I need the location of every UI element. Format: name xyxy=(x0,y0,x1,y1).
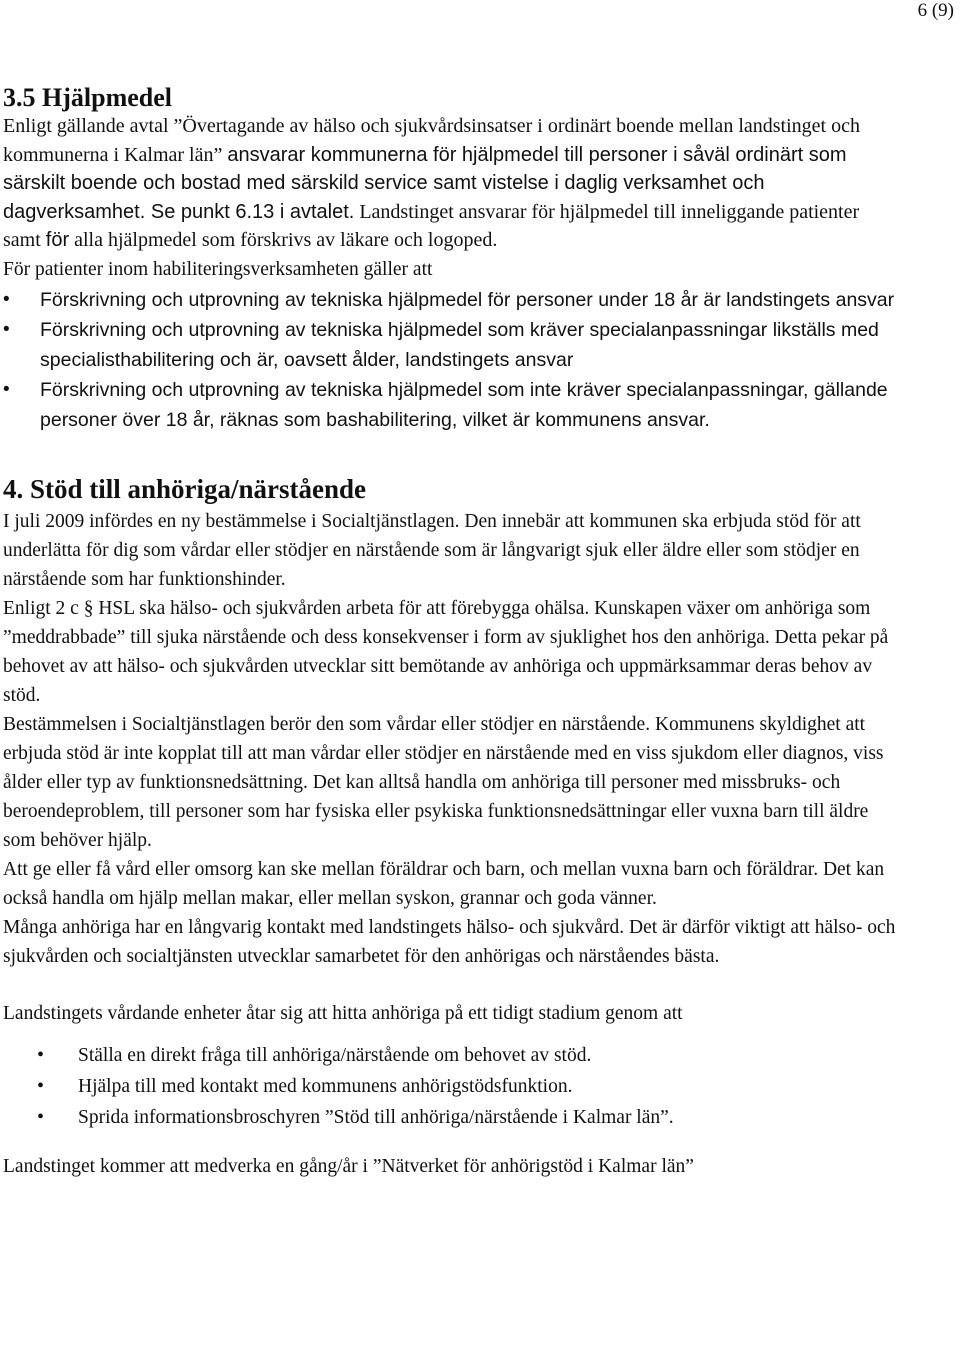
county-responsibility-text: Landstinget ansvarar för hjälpmedel till inneliggande patienter samt xyxy=(3,200,860,251)
stod-paragraphs xyxy=(3,507,901,971)
section-heading-hjalpmedel: 3.5 Hjälpmedel xyxy=(3,83,172,112)
list-item: • Ställa en direkt fråga till anhöriga/närstående om behovet av stöd. xyxy=(3,1040,901,1071)
list-item: • Förskrivning och utprovning av tekniska hjälpmedel som inte kräver specialanpassningar, gällande personer över 18 år, räknas som bashabilitering, vilket är kommunens ansvar. xyxy=(3,375,901,435)
section-heading-stod: 4. Stöd till anhöriga/närstående xyxy=(3,473,367,504)
agreement-text: Enligt gällande avtal ”Övertagande av hälso och sjukvårdsinsatser i ordinärt boende mellan landstinget och kommunerna i Kalmar län” xyxy=(3,115,860,166)
paragraph: Enligt 2 c § HSL ska hälso- och sjukvården arbeta för att förebygga ohälsa. Kunskapen växer om anhöriga som ”meddrabbade” till sjuka närstående och dess konsekvenser i form av sjuklighet hos den anhöriga. Detta pekar på behovet av att hälso- och sjukvården utvecklar sitt bemötande av anhöriga och uppmärksammar deras behov av stöd. xyxy=(3,597,889,706)
paragraph: Att ge eller få vård eller omsorg kan ske mellan föräldrar och barn, och mellan vuxna barn och föräldrar. Det kan också handla om hjälp mellan makar, eller mellan syskon, grannar och goda vänner. xyxy=(3,858,885,909)
document-body xyxy=(3,84,901,1180)
for-word: för xyxy=(45,229,70,251)
units-list xyxy=(3,1040,901,1133)
paragraph: Bestämmelsen i Socialtjänstlagen berör den som vårdar eller stödjer en närstående. Kommunens skyldighet att erbjuda stöd är inte kopplat till att man vårdar eller stödjer en närstående med en viss sjukdom eller diagnos, viss ålder eller typ av funktionsnedsättning. Det kan alltså handla om anhöriga till personer med missbruks- och beroendeproblem, till personer som har fysiska eller psykiska funktionsnedsättningar eller vuxna barn till äldre som behöver hjälp. xyxy=(3,713,884,851)
paragraph: Många anhöriga har en långvarig kontakt med landstingets hälso- och sjukvård. Det är därför viktigt att hälso- och sjukvården och socialtjänsten utvecklar samarbetet för den anhörigas och närståendes bästa. xyxy=(3,916,896,967)
page-number: 6 (9) xyxy=(917,0,954,21)
hjalpmedel-paragraph xyxy=(3,112,901,255)
list-item: • Förskrivning och utprovning av tekniska hjälpmedel för personer under 18 år är landstingets ansvar xyxy=(3,285,901,315)
list-item: • Förskrivning och utprovning av tekniska hjälpmedel som kräver specialanpassningar likställs med specialisthabilitering och är, oavsett ålder, landstingets ansvar xyxy=(3,315,901,375)
county-responsibility-text-end: alla hjälpmedel som förskrivs av läkare och logoped. xyxy=(69,229,498,251)
final-paragraph: Landstinget kommer att medverka en gång/år i ”Nätverket för anhörigstöd i Kalmar län” xyxy=(3,1155,694,1177)
habilitation-list xyxy=(3,285,901,435)
paragraph: I juli 2009 infördes en ny bestämmelse i Socialtjänstlagen. Den innebär att kommunen ska erbjuda stöd för att underlätta för dig som vårdar eller stödjer en närstående som är långvarigt sjuk eller äldre eller som stödjer en närstående som har funktionshinder. xyxy=(3,510,861,590)
spacer xyxy=(3,971,901,999)
responsibility-text: ansvarar kommunerna för hjälpmedel till personer i såväl ordinärt som särskilt boende och bostad med särskild service samt vistelse i daglig verksamhet och dagverksamhet. Se punkt 6.13 i avtalet. xyxy=(3,143,847,223)
spacer xyxy=(3,1133,901,1153)
units-intro: Landstingets vårdande enheter åtar sig att hitta anhöriga på ett tidigt stadium genom att xyxy=(3,1002,683,1024)
list-item: • Sprida informationsbroschyren ”Stöd till anhöriga/närstående i Kalmar län”. xyxy=(3,1102,901,1133)
habilitation-intro: För patienter inom habiliteringsverksamheten gäller att xyxy=(3,258,433,280)
list-item: • Hjälpa till med kontakt med kommunens anhörigstödsfunktion. xyxy=(3,1071,901,1102)
